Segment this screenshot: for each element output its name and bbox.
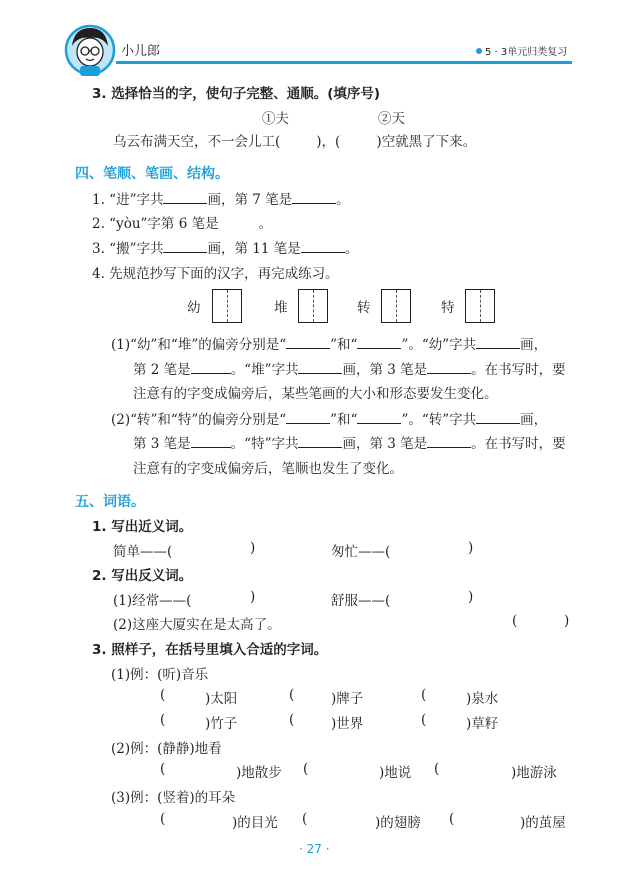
fill-item: )的茧屋	[520, 815, 566, 831]
text: ”。“幼”字共	[401, 337, 477, 353]
sec4-line-1	[92, 188, 350, 208]
answer-blank[interactable]	[298, 359, 342, 374]
fill-item: )竹子	[205, 716, 238, 732]
text: 画，第 3 笔是	[342, 362, 428, 378]
paren-open: (	[302, 811, 308, 827]
text: ”和“	[330, 412, 358, 428]
fill-item: )地游泳	[511, 765, 557, 781]
paren-close: )	[564, 613, 570, 629]
paren-close: )	[468, 540, 474, 556]
text: 2. “yòu”字第 6 笔是	[92, 216, 219, 232]
sentence-dasha: (2)这座大厦实在是太高了。	[113, 617, 281, 633]
fill-item: )地说	[379, 765, 412, 781]
section-5-title: 五、词语。	[75, 494, 145, 510]
fill-item: )的翅膀	[375, 815, 421, 831]
sec4-line-3	[92, 237, 358, 257]
text: 。	[344, 241, 359, 257]
char-you: 幼	[187, 300, 201, 316]
brand-title: 小儿郎	[121, 44, 161, 59]
writing-grid-box[interactable]	[381, 289, 411, 323]
text: 画，	[520, 337, 548, 353]
answer-blank[interactable]	[286, 409, 330, 424]
char-zhuan: 转	[357, 300, 371, 316]
paren-open: (	[303, 761, 309, 777]
example-1: (1)例：(听)音乐	[111, 667, 209, 683]
paren-open: (	[512, 613, 518, 629]
page-number: · 27 ·	[299, 842, 330, 856]
fill-item: )牌子	[331, 691, 364, 707]
text: ”和“	[330, 337, 358, 353]
answer-blank[interactable]	[286, 334, 330, 349]
writing-grid-box[interactable]	[465, 289, 495, 323]
sentence-part-c: )空就黑了下来。	[376, 134, 477, 150]
text: (1)“幼”和“堆”的偏旁分别是“	[111, 337, 287, 353]
paren-open: (	[434, 761, 440, 777]
answer-blank[interactable]	[476, 334, 520, 349]
answer-blank[interactable]	[476, 409, 520, 424]
fill-item: )草籽	[466, 716, 499, 732]
paren-open: (	[160, 712, 166, 728]
fill-item: )地散步	[236, 765, 282, 781]
sec4-line-4: 4. 先规范抄写下面的汉字，再完成练习。	[92, 266, 339, 282]
question-3-top-title: 3. 选择恰当的字，使句子完整、通顺。(填序号)	[92, 86, 381, 102]
header-rule	[116, 61, 572, 64]
writing-grid-box[interactable]	[212, 289, 242, 323]
paren-open: (	[421, 712, 427, 728]
text: 画，	[520, 412, 548, 428]
unit-dot-icon	[476, 48, 482, 54]
text: 1. “进”字共	[92, 192, 164, 208]
example-3: (3)例：(竖着)的耳朵	[111, 790, 236, 806]
paren-open: (	[160, 687, 166, 703]
sec5-q2: 2. 写出反义词。	[92, 568, 193, 584]
p1-line-3: 注意有的字变成偏旁后，某些笔画的大小和形态要发生变化。	[133, 386, 498, 402]
answer-blank[interactable]	[163, 238, 207, 253]
text: 。	[258, 216, 273, 232]
sec5-q1: 1. 写出近义词。	[92, 519, 193, 535]
fill-item: )的目光	[232, 815, 278, 831]
synonym-jiandan: 简单——(	[113, 544, 173, 560]
answer-blank[interactable]	[292, 189, 336, 204]
section-4-title: 四、笔顺、笔画、结构。	[75, 166, 229, 182]
text: 。	[336, 192, 350, 208]
answer-blank[interactable]	[191, 359, 231, 374]
text: 画，第 7 笔是	[207, 192, 293, 208]
fill-item: )太阳	[205, 691, 238, 707]
answer-blank[interactable]	[427, 433, 471, 448]
text: ”。“转”字共	[401, 412, 477, 428]
answer-blank[interactable]	[191, 433, 231, 448]
sec5-q3: 3. 照样子，在括号里填入合适的字词。	[92, 642, 328, 658]
antonym-shufu: 舒服——(	[331, 593, 391, 609]
text: 第 3 笔是	[133, 436, 191, 452]
synonym-congmang: 匆忙——(	[331, 544, 391, 560]
fill-item: )泉水	[466, 691, 499, 707]
paren-open: (	[289, 712, 295, 728]
text: 画，第 3 笔是	[342, 436, 428, 452]
fill-item: )世界	[331, 716, 364, 732]
paren-open: (	[449, 811, 455, 827]
option-2: ②天	[378, 111, 405, 127]
sentence-part-b: )，(	[316, 134, 341, 150]
text: (2)“转”和“特”的偏旁分别是“	[111, 412, 287, 428]
char-te: 特	[441, 300, 455, 316]
boy-mascot-logo	[64, 22, 116, 78]
answer-blank[interactable]	[163, 189, 207, 204]
p1-line-1	[111, 333, 547, 353]
paren-close: )	[250, 540, 256, 556]
paren-open: (	[421, 687, 427, 703]
char-dui: 堆	[274, 300, 288, 316]
paren-close: )	[468, 589, 474, 605]
example-2: (2)例：(静静)地看	[111, 741, 222, 757]
text: 。“堆”字共	[230, 362, 299, 378]
option-1: ①夫	[262, 111, 289, 127]
answer-blank[interactable]	[357, 334, 401, 349]
text: 3. “搬”字共	[92, 241, 164, 257]
paren-close: )	[250, 589, 256, 605]
text: 。“特”字共	[230, 436, 299, 452]
text: 第 2 笔是	[133, 362, 191, 378]
answer-blank[interactable]	[301, 238, 345, 253]
paren-open: (	[160, 761, 166, 777]
text: 。在书写时，要	[471, 436, 566, 452]
text: 。在书写时，要	[471, 362, 566, 378]
sentence-part-a: 乌云布满天空，不一会儿工(	[113, 134, 281, 150]
answer-blank[interactable]	[298, 433, 342, 448]
p2-line-3: 注意有的字变成偏旁后，笔顺也发生了变化。	[133, 461, 403, 477]
p2-line-2	[133, 432, 566, 452]
writing-grid-box[interactable]	[298, 289, 328, 323]
antonym-jingchang: (1)经常——(	[113, 593, 192, 609]
header	[0, 0, 638, 80]
text: 画，第 11 笔是	[207, 241, 301, 257]
p1-line-2	[133, 358, 566, 378]
sentence-fill	[113, 130, 476, 150]
paren-open: (	[289, 687, 295, 703]
unit-title: 5 · 3单元归类复习	[485, 47, 568, 58]
paren-open: (	[160, 811, 166, 827]
answer-blank[interactable]	[357, 409, 401, 424]
p2-line-1	[111, 408, 547, 428]
answer-blank[interactable]	[427, 359, 471, 374]
sec4-line-2	[92, 212, 272, 232]
